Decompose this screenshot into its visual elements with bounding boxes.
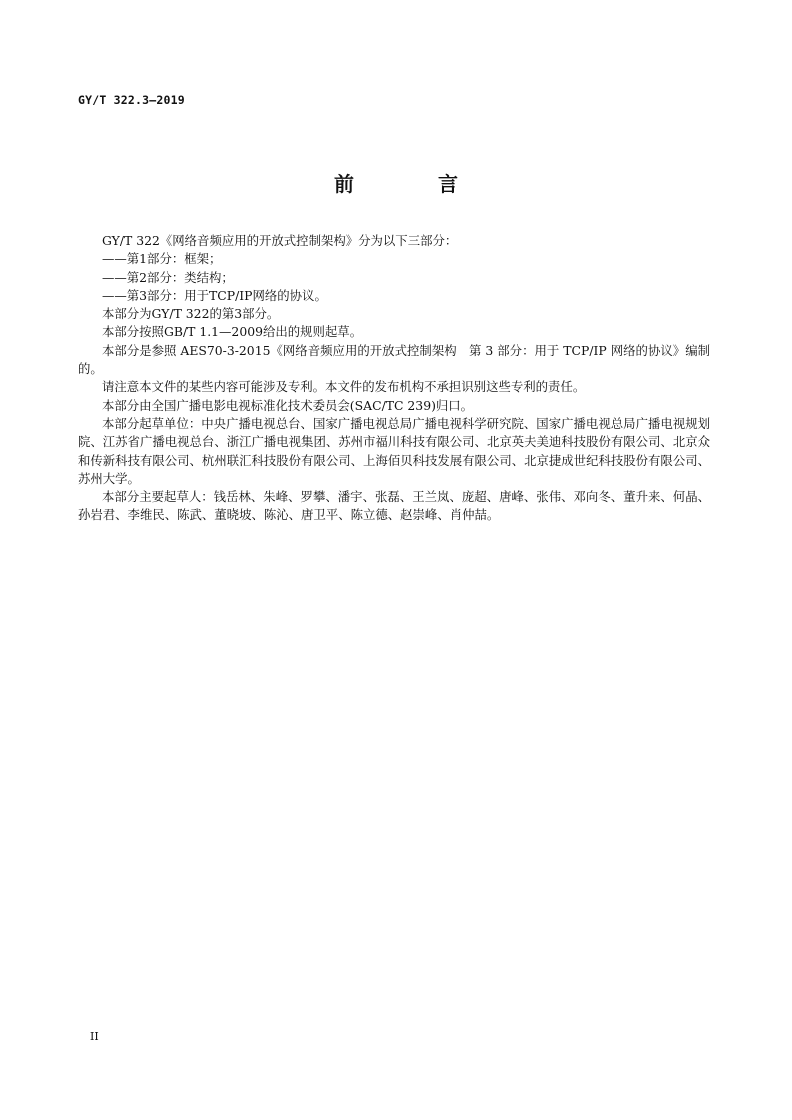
list-item-part3: ——第3部分：用于TCP/IP网络的协议。 bbox=[102, 287, 327, 303]
paragraph-drafting-rules: 本部分按照GB/T 1.1—2009给出的规则起草。 bbox=[102, 324, 363, 340]
foreword-body bbox=[78, 232, 710, 525]
list-item-part2: ——第2部分：类结构； bbox=[102, 269, 234, 285]
page-title: 前 言 bbox=[334, 172, 490, 196]
document-code: GY/T 322.3—2019 bbox=[78, 93, 185, 107]
paragraph-drafting-units: 本部分起草单位：中央广播电视总台、国家广播电视总局广播电视科学研究院、国家广播电视总局广播电视规划院、江苏省广播电视总台、浙江广播电视集团、苏州市福川科技有限公司、北京英夫美迪科技股份有限公司、北京众和传新科技有限公司、杭州联汇科技股份有限公司、上海佰贝科技发展有限公司、北京捷成世纪科技股份有限公司、苏州大学。 bbox=[78, 415, 710, 486]
list-item-part1: ——第1部分：框架； bbox=[102, 251, 222, 267]
paragraph-drafters: 本部分主要起草人：钱岳林、朱峰、罗攀、潘宇、张磊、王兰岚、庞超、唐峰、张伟、邓向冬、董升来、何晶、孙岩君、李维民、陈武、董晓坡、陈沁、唐卫平、陈立德、赵崇峰、肖仲喆。 bbox=[78, 489, 710, 523]
paragraph-patent-notice: 请注意本文件的某些内容可能涉及专利。本文件的发布机构不承担识别这些专利的责任。 bbox=[102, 379, 586, 395]
paragraph-reference: 本部分是参照 AES70-3-2015《网络音频应用的开放式控制架构 第 3 部分：用于 TCP/IP 网络的协议》编制的。 bbox=[78, 342, 710, 377]
paragraph-committee: 本部分由全国广播电影电视标准化技术委员会(SAC/TC 239)归口。 bbox=[102, 397, 474, 413]
paragraph-intro: GY/T 322《网络音频应用的开放式控制架构》分为以下三部分： bbox=[102, 233, 458, 248]
page-number: II bbox=[90, 1030, 99, 1043]
paragraph-scope: 本部分为GY/T 322的第3部分。 bbox=[102, 306, 280, 322]
